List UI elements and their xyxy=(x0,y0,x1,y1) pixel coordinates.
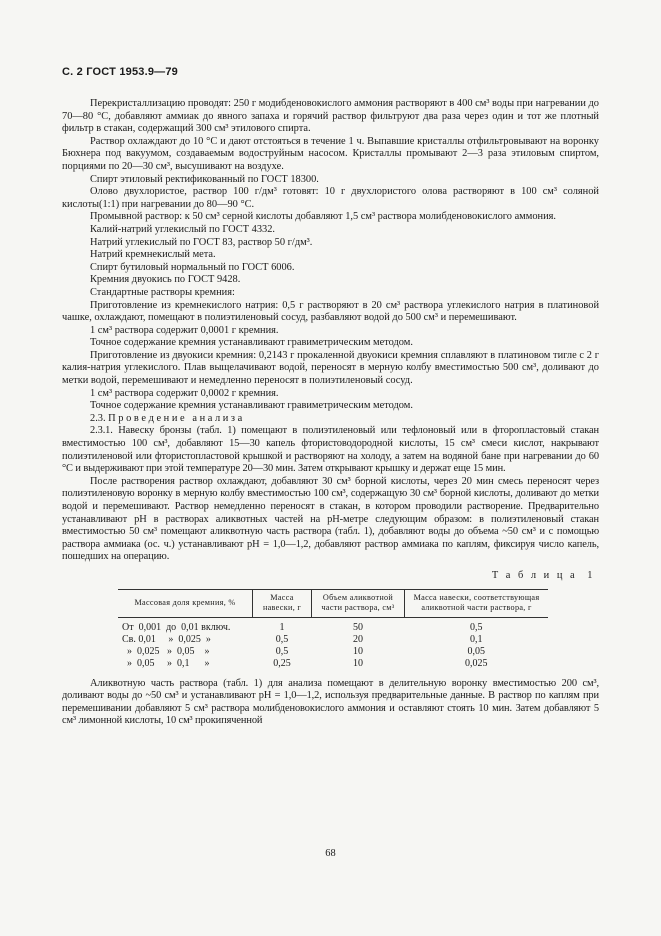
paragraph: Спирт этиловый ректификованный по ГОСТ 18300. xyxy=(90,173,319,185)
paragraph: После растворения раствор охлаждают, добавляют 30 см³ борной кислоты, через 20 мин смесь переносят через полиэтиленовую воронку в мерную колбу вместимостью 100 см³, содержащую 30 см³ борной кислоты, доливают до метки водой и перемешивают. Раствор немедленно переносят в стакан, в котором проводили растворение. Предварительно устанавливают pH в растворах аликвотных частей на pH-метре следующим образом: в полиэтиленовый стакан вместимостью 50 см³ помещают аликвотную часть раствора (табл. 1), добавляют воды до объема ~50 см³ и с помощью раствора аммиака (ос. ч.) устанавливают pH = 1,0—1,2, добавляют раствор аммиака по каплям, фиксируя число капель, пошедших на операцию. xyxy=(62,475,599,563)
table-cell: 0,25 xyxy=(273,657,291,669)
paragraph: Перекристаллизацию проводят: 250 г модибденовокислого аммония растворяют в 400 см³ воды при нагревании до 70—80 °С, добавляют аммиак до явного запаха и горячий раствор фильтруют два раза через один и тот же плотный фильтр в стакан, содержащий 300 см³ этилового спирта. xyxy=(62,98,599,135)
table-cell: 0,5 xyxy=(470,621,483,633)
table-row xyxy=(118,617,548,634)
table-cell: 10 xyxy=(353,645,363,657)
paragraph: 2.3.1. Навеску бронзы (табл. 1) помещают в полиэтиленовый или тефлоновый или в фторопластовый стакан вместимостью 100 см³, добавляют 15—30 капель фтористоводородной кислоты, 15 см³ смеси кислот, накрывают полиэтиленовой или фтористопластовой крышкой и растворяют на холоду, а затем на водяной бане при нагревании до 60 °С и выдерживают при этой температуре 20—30 мин. Затем открывают крышку и держат еще 15 мин. xyxy=(62,425,599,475)
page-number: 68 xyxy=(325,848,336,859)
column-header: Масса навески, соответствующая аликвотной части раствора, г xyxy=(405,589,549,617)
table-row xyxy=(118,634,548,646)
paragraph: Точное содержание кремния устанавливают гравиметрическим методом. xyxy=(90,400,413,412)
paragraph: Калий-натрий углекислый по ГОСТ 4332. xyxy=(90,223,276,235)
column-header: Масса навески, г xyxy=(253,589,312,617)
table-cell: 50 xyxy=(353,621,363,633)
paragraph: Раствор охлаждают до 10 °С и дают отстояться в течение 1 ч. Выпавшие кристаллы отфильтровывают на воронку Бюхнера под вакуумом, создаваемым водоструйным насосом. Кристаллы промывают 2—3 раза этиловым спиртом, порциями по 20—30 см³, высушивают на воздухе. xyxy=(62,135,599,172)
table-cell: 20 xyxy=(353,633,363,645)
column-header: Массовая доля кремния, % xyxy=(118,589,253,617)
paragraph: Приготовление из двуокиси кремния: 0,2143 г прокаленной двуокиси кремния сплавляют в платиновом тигле с 2 г калия-натрия углекислого. Плав выщелачивают водой, переносят в мерную колбу вместимостью 500 см³, доливают до метки водой, перемешивают и немедленно переносят в полиэтиленовый сосуд. xyxy=(62,349,599,387)
table-row xyxy=(118,646,548,658)
paragraph: 1 см³ раствора содержит 0,0001 г кремния. xyxy=(90,324,279,336)
table-cell: 1 xyxy=(279,621,285,633)
table-cell: » 0,05 » 0,1 » xyxy=(122,657,210,669)
table-cell: 10 xyxy=(353,657,363,669)
document-body xyxy=(62,98,599,728)
paragraph: Точное содержание кремния устанавливают гравиметрическим методом. xyxy=(90,337,413,349)
table-cell: 0,025 xyxy=(465,657,488,669)
paragraphs-before-table xyxy=(62,98,599,564)
table-cell: 0,5 xyxy=(275,633,289,645)
paragraphs-after-table xyxy=(62,678,599,728)
paragraph: Олово двухлористое, раствор 100 г/дм³ готовят: 10 г двухлористого олова растворяют в 100 см³ соляной кислоты(1:1) при нагревании до 80—90 °С. xyxy=(62,186,599,210)
paragraph: Промывной раствор: к 50 см³ серной кислоты добавляют 1,5 см³ раствора молибденовокислого аммония. xyxy=(90,211,557,223)
paragraph: Стандартные растворы кремния: xyxy=(90,286,235,298)
section-heading: 2.3. П р о в е д е н и е а н а л и з а xyxy=(90,412,243,424)
table-cell: От 0,001 до 0,01 включ. xyxy=(122,621,231,633)
paragraph: Натрий углекислый по ГОСТ 83, раствор 50 г/дм³. xyxy=(90,236,313,248)
table-row xyxy=(118,658,548,670)
paragraph: Приготовление из кремнекислого натрия: 0,5 г растворяют в 20 см³ раствора углекислого натрия в платиновой чашке, охлаждают, помещают в полиэтиленовый сосуд, разбавляют водой до 500 см³ и перемешивают. xyxy=(62,299,599,324)
data-table xyxy=(118,589,548,670)
table-cell: Св. 0,01 » 0,025 » xyxy=(122,633,211,645)
table-cell: 0,5 xyxy=(275,645,289,657)
table-cell: 0,1 xyxy=(470,633,483,645)
table-caption: Т а б л и ц а 1 xyxy=(491,569,595,581)
table-cell: 0,05 xyxy=(467,645,485,657)
table-header-row xyxy=(118,589,548,617)
page-header: С. 2 ГОСТ 1953.9—79 xyxy=(62,66,179,78)
paragraph: 1 см³ раствора содержит 0,0002 г кремния. xyxy=(90,387,279,399)
table-cell: » 0,025 » 0,05 » xyxy=(122,645,210,657)
paragraph: Натрий кремнекислый мета. xyxy=(90,249,216,261)
paragraph: Спирт бутиловый нормальный по ГОСТ 6006. xyxy=(90,261,295,273)
paragraph: Аликвотную часть раствора (табл. 1) для анализа помещают в делительную воронку вместимостью 200 см³, доливают воды до ~50 см³ и устанавливают pH = 1,0—1,2, используя предварительные данные. В раствор по каплям при перемешивании добавляют 5 см³ раствора молибденовокислого аммония и оставляют стоять 10 мин. Затем добавляют 5 см³ лимонной кислоты, 10 см³ прокипяченной xyxy=(62,677,599,727)
paragraph: Кремния двуокись по ГОСТ 9428. xyxy=(90,274,241,286)
column-header: Объем аликвотной части раствора, см³ xyxy=(312,589,405,617)
